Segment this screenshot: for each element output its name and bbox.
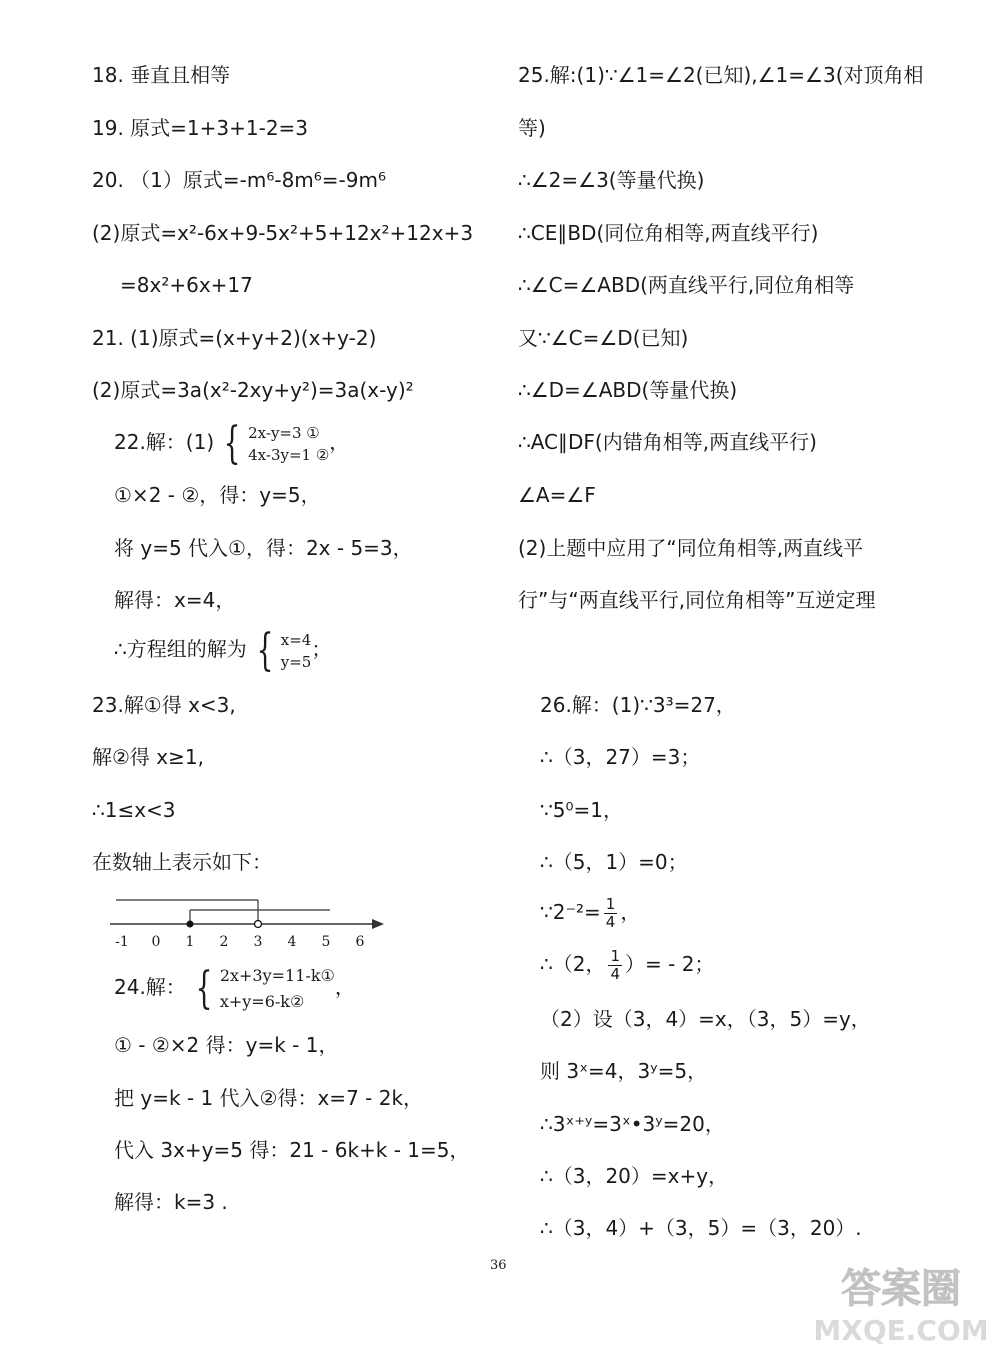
answer-20-part2: (2)原式=x²-6x+9-5x²+5+12x²+12x+3 (92, 221, 474, 245)
fraction-one-quarter (604, 897, 618, 930)
answer-24-step3: 代入 3x+y=5 得：21 - 6k+k - 1=5， (114, 1138, 470, 1162)
answer-26-line6-text: ∴（2， (540, 952, 606, 976)
answer-24-label: 24.解： (114, 975, 186, 999)
axis-arrow-icon (372, 919, 384, 929)
answer-21-part2: (2)原式=3a(x²-2xy+y²)=3a(x-y)² (92, 378, 414, 402)
answer-25-line6: 又∵∠C=∠D(已知) (518, 326, 689, 350)
punctuation: ， (334, 975, 355, 999)
punctuation: ， (329, 430, 350, 454)
answer-26-line4: ∴（5，1）=0； (540, 850, 688, 874)
answer-26-line3: ∵5⁰=1， (540, 798, 623, 822)
answer-23-step1: 23.解①得 x<3, (92, 693, 236, 717)
answer-25-line9: ∠A=∠F (518, 483, 596, 507)
answer-24-step2: 把 y=k - 1 代入②得：x=7 - 2k， (114, 1086, 424, 1110)
answer-19: 19. 原式=1+3+1-2=3 (92, 116, 309, 140)
page-number: 36 (490, 1258, 507, 1273)
answer-25-line3: ∴∠2=∠3(等量代换) (518, 168, 705, 192)
answer-24-step1: ① - ②×2 得：y=k - 1， (114, 1033, 339, 1057)
punctuation: ； (311, 637, 332, 661)
tick-label: 5 (321, 934, 331, 950)
brace-icon: { (195, 962, 213, 1014)
answer-22-label: 22.解：(1) (114, 430, 215, 454)
solution-system-22 (281, 629, 312, 673)
answer-18: 18. 垂直且相等 (92, 63, 231, 87)
answer-26-line9: ∴3ˣ⁺ʸ=3ˣ•3ʸ=20， (540, 1112, 725, 1136)
tick-label: 1 (185, 934, 195, 950)
equation-24-2: x+y=6-k② (219, 991, 305, 1011)
answer-24-header (114, 962, 355, 1015)
answer-23-step3: ∴1≤x<3 (92, 798, 176, 822)
closed-endpoint (187, 921, 194, 928)
answer-25-line8: ∴AC∥DF(内错角相等,两直线平行) (518, 430, 817, 454)
fraction-one-quarter (608, 949, 622, 982)
brace-icon: { (256, 624, 274, 676)
number-line-diagram (108, 890, 398, 952)
answer-22-solution (114, 624, 332, 676)
fraction-denominator: 4 (605, 913, 616, 931)
answer-26-line2: ∴（3，27）=3； (540, 745, 701, 769)
equation-22-1: 2x-y=3 ① (248, 423, 320, 442)
answer-22-step1: ①×2 - ②，得：y=5， (114, 483, 321, 507)
answer-26-line7: （2）设（3，4）=x，（3，5）=y， (540, 1007, 871, 1031)
answer-20-part1: 20. （1）原式=-m⁶-8m⁶=-9m⁶ (92, 168, 387, 192)
answer-26-line11: ∴（3，4）+（3，5）=（3，20）. (540, 1216, 862, 1240)
tick-label: 6 (355, 934, 365, 950)
fraction-numerator: 1 (605, 895, 616, 913)
watermark-logo (806, 1258, 996, 1348)
fraction-numerator: 1 (610, 947, 620, 965)
answer-26-line5 (540, 892, 640, 932)
open-endpoint (255, 921, 262, 928)
answer-26-line6 (540, 944, 714, 984)
answer-22-step2: 将 y=5 代入①，得：2x - 5=3， (114, 536, 413, 560)
tick-label: 2 (219, 934, 229, 950)
answer-25-line10: (2)上题中应用了“同位角相等,两直线平 (518, 536, 864, 560)
answer-22-step3: 解得：x=4， (114, 588, 236, 612)
answer-22-solution-label: ∴方程组的解为 (114, 637, 247, 661)
answer-26-line10: ∴（3，20）=x+y， (540, 1164, 729, 1188)
tick-label: -1 (115, 934, 129, 950)
tick-label: 3 (253, 934, 263, 950)
fraction-denominator: 4 (610, 965, 620, 983)
answer-25-line11: 行”与“两直线平行,同位角相等”互逆定理 (518, 588, 876, 612)
tick-label: 0 (151, 934, 161, 950)
equation-system-24 (220, 963, 335, 1015)
answer-26-line6-result: ）= - 2； (625, 952, 715, 976)
equation-system-22 (248, 422, 329, 466)
answer-25-line4: ∴CE∥BD(同位角相等,两直线平行) (518, 221, 819, 245)
answer-26-line1: 26.解：(1)∵3³=27， (540, 693, 736, 717)
solution-y: y=5 (280, 652, 312, 671)
answer-24-step4: 解得：k=3 . (114, 1190, 228, 1214)
answer-23-step2: 解②得 x≥1, (92, 745, 204, 769)
tick-label: 4 (287, 934, 297, 950)
brace-icon: { (223, 417, 241, 469)
watermark-url: MXQE.COM (813, 1314, 989, 1347)
tick-group (115, 934, 364, 950)
answer-25-line2: 等) (518, 116, 546, 140)
watermark-text: 答案圈 (841, 1266, 961, 1312)
equation-22-2: 4x-3y=1 ② (248, 445, 330, 464)
answer-25-line1: 25.解:(1)∵∠1=∠2(已知),∠1=∠3(对顶角相 (518, 63, 924, 87)
answer-25-line5: ∴∠C=∠ABD(两直线平行,同位角相等 (518, 273, 855, 297)
answer-22-header (114, 417, 350, 469)
answer-21-part1: 21. (1)原式=(x+y+2)(x+y-2) (92, 326, 377, 350)
punctuation: ， (620, 900, 641, 924)
answer-26-line8: 则 3ˣ=4，3ʸ=5， (540, 1059, 708, 1083)
answer-23-step4: 在数轴上表示如下： (92, 850, 272, 874)
equation-24-1: 2x+3y=11-k① (219, 965, 335, 985)
answer-26-line5-text: ∵2⁻²= (540, 900, 601, 924)
answer-20-part2-result: =8x²+6x+17 (120, 273, 253, 297)
answer-25-line7: ∴∠D=∠ABD(等量代换) (518, 378, 738, 402)
solution-x: x=4 (280, 630, 312, 649)
